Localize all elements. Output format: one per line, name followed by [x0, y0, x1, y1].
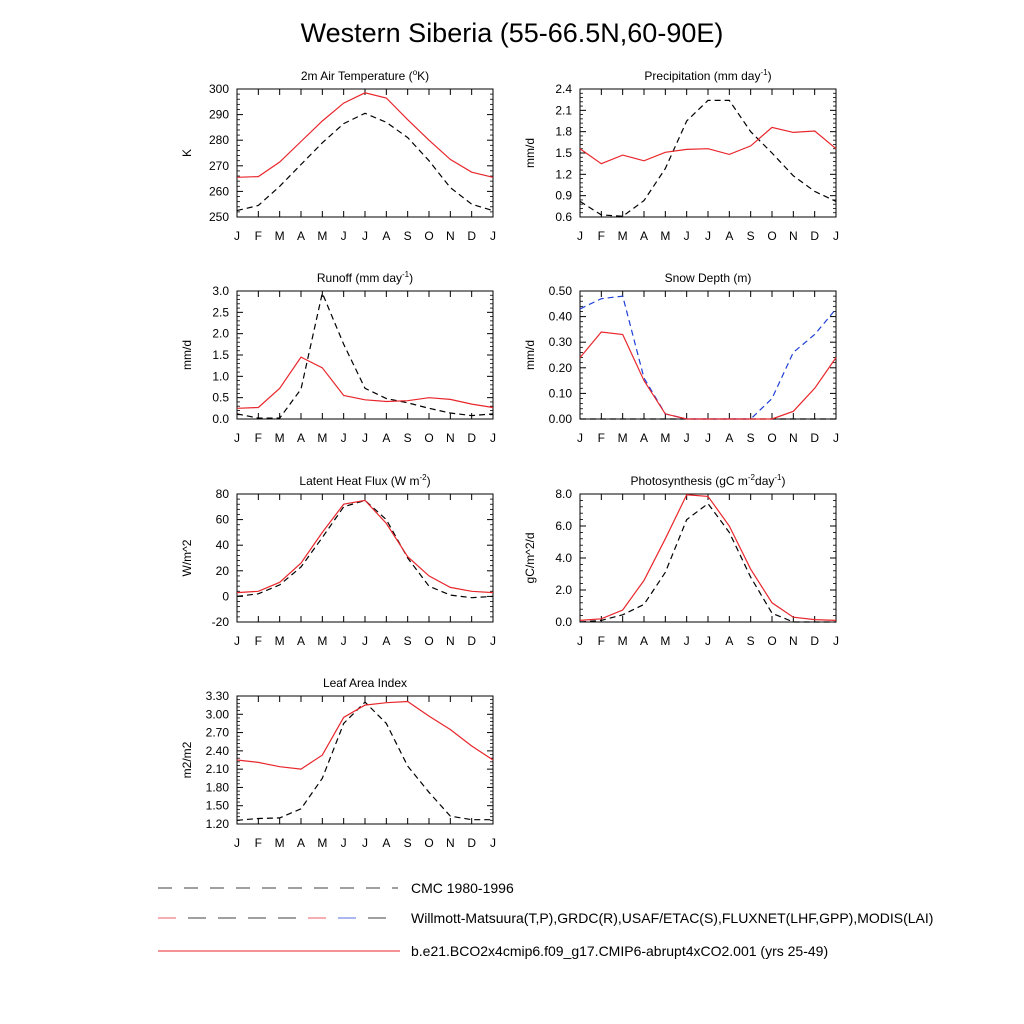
x-tick-label: F [254, 634, 263, 648]
x-tick-label: A [296, 634, 306, 648]
y-tick-label: 0.5 [212, 390, 229, 405]
x-tick-label: O [767, 229, 777, 243]
series-line-obs_alt [580, 296, 836, 419]
y-tick-label: 260 [208, 184, 229, 199]
series-line-obs [580, 100, 836, 216]
x-tick-label: J [705, 229, 711, 243]
x-tick-label: N [445, 634, 455, 648]
y-tick-label: 2.4 [555, 82, 572, 96]
x-tick-label: D [467, 634, 477, 648]
y-tick-label: 300 [208, 82, 229, 96]
x-tick-label: M [317, 836, 328, 850]
x-tick-label: J [362, 431, 368, 445]
chart-title: Precipitation (mm day$^{-1}$) [644, 68, 772, 83]
series-line-model [237, 357, 493, 408]
x-tick-label: J [490, 836, 496, 850]
chart-panel-6 [523, 473, 839, 648]
x-tick-label: J [833, 634, 839, 648]
x-tick-label: M [274, 229, 285, 243]
x-tick-label: M [660, 229, 671, 243]
y-tick-label: 2.0 [212, 326, 229, 341]
x-tick-label: A [382, 431, 391, 445]
x-tick-label: M [274, 634, 285, 648]
x-tick-label: N [788, 431, 798, 445]
x-tick-label: J [234, 836, 240, 850]
y-axis-label: K [180, 148, 194, 158]
chart-title: 2m Air Temperature ($^o$K) [300, 68, 430, 83]
x-tick-label: J [362, 836, 368, 850]
y-axis-label: W/m^2 [180, 539, 194, 577]
x-tick-label: D [810, 229, 820, 243]
x-tick-label: D [810, 431, 820, 445]
series-line-obs [237, 500, 493, 597]
x-tick-label: O [424, 431, 434, 445]
x-tick-label: J [340, 229, 347, 243]
series-line-model [580, 332, 836, 419]
x-tick-label: O [767, 634, 777, 648]
y-tick-label: 40 [215, 538, 229, 553]
plot-frame [580, 494, 836, 622]
x-tick-label: F [597, 229, 606, 243]
plot-frame [237, 89, 493, 217]
x-tick-label: O [424, 836, 434, 850]
chart-title: Latent Heat Flux (W $m^{-2}$) [299, 473, 431, 488]
plot-frame [237, 494, 493, 622]
x-tick-label: J [490, 431, 496, 445]
y-axis-label: m2/m2 [180, 741, 194, 779]
x-tick-label: D [810, 634, 820, 648]
y-tick-label: 3.0 [212, 284, 229, 298]
y-axis-label: gC/m^2/d [523, 532, 537, 584]
chart-title: Snow Depth (m) [664, 271, 752, 285]
x-tick-label: M [274, 836, 285, 850]
y-axis-label: mm/d [523, 138, 537, 168]
x-tick-label: A [639, 229, 649, 243]
legend-entry-cmc [158, 880, 514, 896]
x-tick-label: S [403, 431, 412, 445]
chart-title: Leaf Area Index [322, 676, 408, 690]
x-tick-label: M [274, 431, 285, 445]
x-tick-label: J [833, 431, 839, 445]
y-tick-label: 6.0 [555, 519, 572, 533]
x-tick-label: N [445, 229, 455, 243]
chart-panel-1 [180, 68, 496, 243]
x-tick-label: M [317, 431, 328, 445]
y-axis-label: mm/d [523, 340, 537, 370]
legend-label: CMC 1980-1996 [411, 880, 514, 896]
chart-panel-4 [523, 271, 839, 445]
x-tick-label: J [705, 634, 711, 648]
plot-frame [580, 291, 836, 419]
y-tick-label: 0.0 [555, 615, 572, 629]
x-tick-label: S [403, 229, 412, 243]
x-tick-label: A [639, 431, 649, 445]
x-tick-label: M [660, 634, 671, 648]
x-tick-label: J [683, 431, 690, 445]
plot-frame [237, 696, 493, 824]
x-tick-label: N [788, 634, 798, 648]
x-tick-label: J [490, 634, 496, 648]
y-tick-label: 2.5 [212, 305, 229, 320]
series-line-obs [237, 702, 493, 820]
x-tick-label: J [340, 836, 347, 850]
y-tick-label: 1.20 [205, 817, 229, 831]
x-tick-label: F [254, 836, 263, 850]
x-tick-label: J [683, 229, 690, 243]
x-tick-label: M [317, 634, 328, 648]
y-tick-label: 2.40 [205, 743, 229, 758]
x-tick-label: M [617, 229, 628, 243]
legend [158, 880, 933, 959]
y-tick-label: 2.1 [555, 103, 572, 118]
x-tick-label: O [767, 431, 777, 445]
y-tick-label: 0.0 [212, 412, 229, 426]
x-tick-label: J [234, 634, 240, 648]
x-tick-label: A [296, 229, 306, 243]
x-tick-label: S [403, 634, 412, 648]
x-tick-label: J [362, 229, 368, 243]
chart-panel-2 [523, 68, 839, 243]
y-tick-label: 0.20 [548, 360, 572, 375]
chart-title: Photosynthesis (gC $m^{-2}day^{-1}$) [630, 473, 786, 488]
x-tick-label: A [639, 634, 649, 648]
y-tick-label: 1.0 [212, 369, 229, 384]
x-tick-label: S [746, 431, 755, 445]
x-tick-label: N [445, 836, 455, 850]
y-tick-label: 1.2 [555, 167, 572, 182]
x-tick-label: N [788, 229, 798, 243]
legend-label: b.e21.BCO2x4cmip6.f09_g17.CMIP6-abrupt4xCO2.001 (yrs 25-49) [411, 943, 829, 959]
y-tick-label: 20 [215, 563, 229, 578]
y-tick-label: 2.10 [205, 762, 229, 777]
series-line-model [580, 495, 836, 621]
x-tick-label: F [254, 229, 263, 243]
y-tick-label: 60 [215, 512, 229, 527]
x-tick-label: J [234, 229, 240, 243]
x-tick-label: D [467, 431, 477, 445]
x-tick-label: A [382, 836, 391, 850]
y-tick-label: -20 [211, 615, 229, 629]
x-tick-label: A [382, 229, 391, 243]
x-tick-label: A [725, 431, 734, 445]
x-tick-label: N [445, 431, 455, 445]
plot-frame [580, 89, 836, 217]
series-line-model [237, 500, 493, 592]
series-line-model [237, 702, 493, 770]
x-tick-label: S [403, 836, 412, 850]
x-tick-label: J [490, 229, 496, 243]
x-tick-label: F [254, 431, 263, 445]
y-tick-label: 0.40 [548, 309, 572, 324]
x-tick-label: J [234, 431, 240, 445]
x-tick-label: A [725, 229, 734, 243]
x-tick-label: J [577, 431, 583, 445]
y-tick-label: 1.5 [212, 348, 229, 362]
chart-title: Runoff (mm day$^{-1}$) [316, 270, 414, 285]
chart-panel-3 [180, 270, 496, 445]
series-line-obs [580, 504, 836, 622]
x-tick-label: J [683, 634, 690, 648]
x-tick-label: M [660, 431, 671, 445]
y-tick-label: 2.70 [205, 725, 229, 740]
y-tick-label: 0.30 [548, 335, 572, 350]
x-tick-label: D [467, 836, 477, 850]
x-tick-label: J [577, 229, 583, 243]
x-tick-label: M [617, 634, 628, 648]
y-tick-label: 0.9 [555, 188, 572, 203]
x-tick-label: O [424, 229, 434, 243]
x-tick-label: J [362, 634, 368, 648]
y-tick-label: 1.8 [555, 124, 572, 139]
legend-label: Willmott-Matsuura(T,P),GRDC(R),USAF/ETAC(S),FLUXNET(LHF,GPP),MODIS(LAI) [411, 910, 934, 926]
y-tick-label: 3.30 [205, 689, 229, 703]
y-tick-label: 1.5 [555, 146, 572, 160]
legend-entry-model [158, 943, 828, 959]
page-title: Western Siberia (55-66.5N,60-90E) [300, 18, 724, 48]
y-tick-label: 2.0 [555, 583, 572, 597]
x-tick-label: O [424, 634, 434, 648]
x-tick-label: D [467, 229, 477, 243]
y-tick-label: 0.00 [548, 412, 572, 426]
y-tick-label: 1.50 [205, 798, 229, 813]
x-tick-label: J [705, 431, 711, 445]
y-tick-label: 4.0 [555, 551, 572, 565]
y-tick-label: 0.10 [548, 386, 572, 401]
x-tick-label: F [597, 431, 606, 445]
y-tick-label: 0.6 [555, 210, 572, 224]
x-tick-label: M [317, 229, 328, 243]
x-tick-label: S [746, 634, 755, 648]
x-tick-label: A [296, 431, 306, 445]
y-tick-label: 280 [208, 133, 229, 148]
chart-panel-7 [180, 676, 496, 850]
x-tick-label: J [340, 634, 347, 648]
x-tick-label: S [746, 229, 755, 243]
x-tick-label: A [725, 634, 734, 648]
series-line-model [580, 127, 836, 163]
y-axis-label: mm/d [180, 340, 194, 370]
y-tick-label: 8.0 [555, 487, 572, 501]
y-tick-label: 0.50 [548, 284, 572, 298]
legend-entry-mixed [158, 910, 933, 926]
x-tick-label: A [382, 634, 391, 648]
x-tick-label: F [597, 634, 606, 648]
y-tick-label: 80 [215, 487, 229, 501]
x-tick-label: M [617, 431, 628, 445]
x-tick-label: J [833, 229, 839, 243]
y-tick-label: 290 [208, 107, 229, 122]
y-tick-label: 0 [222, 589, 229, 604]
y-tick-label: 250 [208, 210, 229, 224]
y-tick-label: 1.80 [205, 780, 229, 795]
y-tick-label: 3.00 [205, 707, 229, 722]
x-tick-label: J [340, 431, 347, 445]
series-line-model [237, 93, 493, 178]
x-tick-label: A [296, 836, 306, 850]
x-tick-label: J [577, 634, 583, 648]
chart-panel-5 [180, 473, 496, 648]
y-tick-label: 270 [208, 158, 229, 173]
